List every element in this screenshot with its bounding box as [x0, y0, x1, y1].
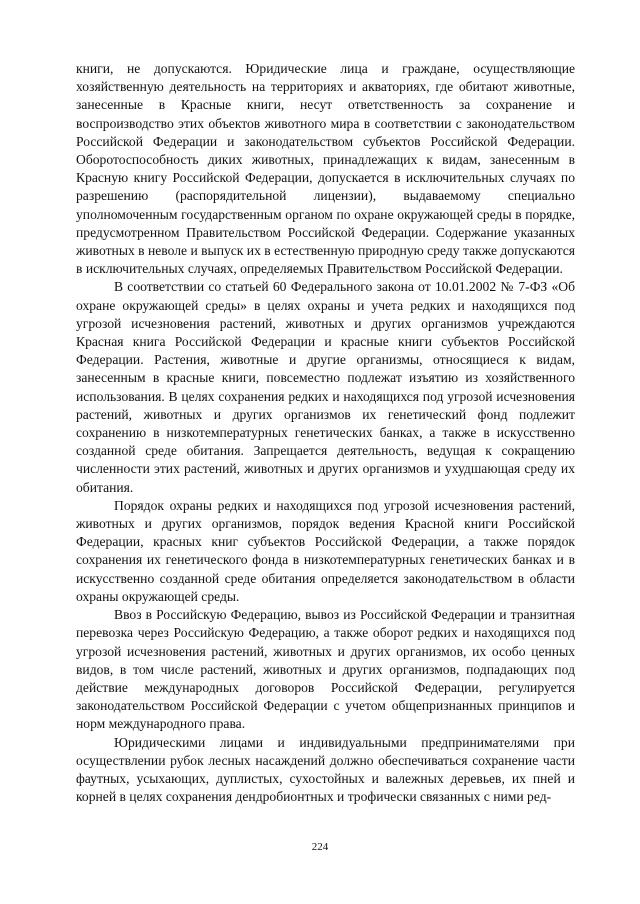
paragraph-continuation: книги, не допускаются. Юридические лица и граждане, осуществляющие хозяйственную деятельность на территориях и акваториях, где обитают животные, занесенные в Красные книги, несут ответственность за сохранение и воспроизводство этих объектов животного мира в соответствии с законодательством Российской Федерации и законодательством субъектов Российской Федерации. Оборотоспособность диких животных, принадлежащих к видам, занесенным в Красную книгу Российской Федерации, допускается в исключительных случаях по разрешению (распорядительной лицензии), выдаваемому специально уполномоченным государственным органом по охране окружающей среды в порядке, предусмотренном Правительством Российской Федерации. Содержание указанных животных в неволе и выпуск их в естественную природную среду также допускаются в исключительных случаях, определяемых Правительством Российской Федерации.: [76, 61, 575, 277]
paragraph-logging: Юридическими лицами и индивидуальными предпринимателями при осуществлении рубок лесных насаждений должно обеспечиваться сохранение части фаутных, усыхающих, дуплистых, сухостойных и валежных деревьев, их пней и корней в целях сохранения дендробионтных и трофически связанных с ними ред-: [76, 734, 575, 805]
paragraph-import-export: Ввоз в Российскую Федерацию, вывоз из Российской Федерации и транзитная перевозка через Российскую Федерацию, а также оборот редких и находящихся под угрозой исчезновения растений, животных и других организмов, их особо ценных видов, в том числе растений, животных и других организмов, подпадающих под действие международных договоров Российской Федерации, регулируется законодательством Российской Федерации с учетом общепризнанных принципов и норм международного права.: [76, 607, 575, 732]
paragraph-article-60: В соответствии со статьей 60 Федерального закона от 10.01.2002 № 7-ФЗ «Об охране окружающей среды» в целях охраны и учета редких и находящихся под угрозой исчезновения растений, животных и других организмов учреждаются Красная книга Российской Федерации и красные книги субъектов Российской Федерации. Растения, животные и другие организмы, относящиеся к видам, занесенным в красные книги, повсеместно подлежат изъятию из хозяйственного использования. В целях сохранения редких и находящихся под угрозой исчезновения растений, животных и других организмов их генетический фонд подлежит сохранению в низкотемпературных генетических банках, а также в искусственно созданной среде обитания. Запрещается деятельность, ведущая к сокращению численности этих растений, животных и других организмов и ухудшающая среду их обитания.: [76, 279, 575, 495]
paragraph-protection-procedure: Порядок охраны редких и находящихся под угрозой исчезновения растений, животных и других организмов, порядок ведения Красной книги Российской Федерации, красных книг субъектов Российской Федерации, а также порядок сохранения их генетического фонда в низкотемпературных генетических банках и в искусственно созданной среде обитания определяется законодательством в области охраны окружающей среды.: [76, 497, 575, 604]
page-number: 224: [311, 841, 329, 853]
page-body: [76, 60, 575, 806]
